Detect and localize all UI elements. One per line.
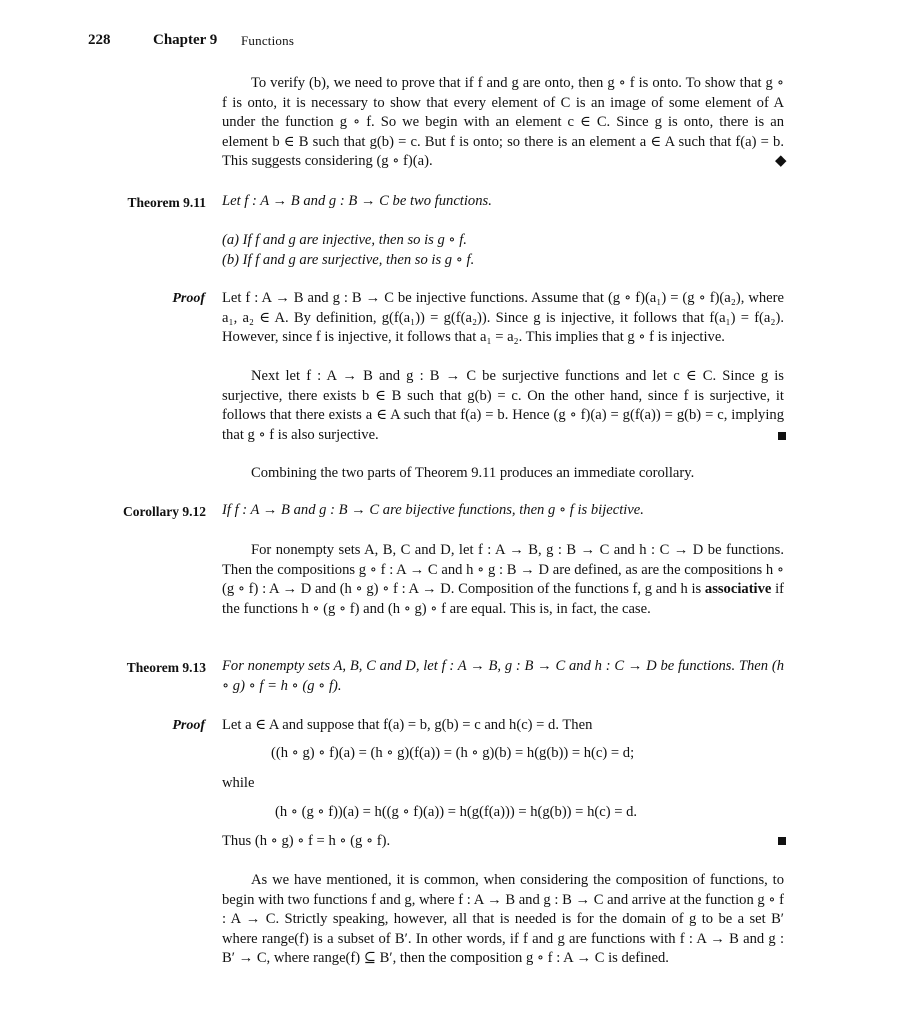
theorem-9-11-part-b: (b) If f and g are surjective, then so is g ∘ f. bbox=[222, 252, 475, 268]
associativity-paragraph bbox=[222, 541, 784, 619]
proof-1-label: Proof bbox=[172, 291, 205, 306]
theorem-9-13-statement: For nonempty sets A, B, C and D, let f : A → B, g : B → C and h : C → D be functions. Then (h ∘ g) ∘ f = h ∘ (g ∘ f). bbox=[222, 658, 784, 694]
associative-term: associative bbox=[704, 581, 772, 598]
qed-square-2 bbox=[778, 837, 786, 845]
theorem-9-13-label: Theorem 9.13 bbox=[126, 660, 206, 675]
intro-paragraph: To verify (b), we need to prove that if f and g are onto, then g ∘ f is onto. To show that g ∘ f is onto, it is necessary to show that every element of C is an image of some element of A under the function g ∘ f. So we begin with an element c ∈ C. Since g is onto, there is an element b ∈ B such that g(b) = c. But f is onto; so there is an element a ∈ A such that f(a) = b. This suggests considering (g ∘ f)(a). bbox=[222, 75, 784, 170]
chapter-title: Functions bbox=[241, 33, 295, 48]
qed-square-1 bbox=[778, 432, 786, 440]
equation-2: (h ∘ (g ∘ f))(a) = h((g ∘ f)(a)) = h(g(f(a))) = h(g(b)) = h(c) = d. bbox=[275, 804, 638, 820]
running-header bbox=[0, 31, 908, 51]
proof-2-conclusion: Thus (h ∘ g) ∘ f = h ∘ (g ∘ f). bbox=[222, 833, 391, 849]
proof-2-line-1: Let a ∈ A and suppose that f(a) = b, g(b) = c and h(c) = d. Then bbox=[222, 717, 593, 733]
theorem-9-11-part-a: (a) If f and g are injective, then so is g ∘ f. bbox=[222, 232, 467, 248]
page-number: 228 bbox=[88, 32, 111, 48]
proof-1-para-1: Let f : A → B and g : B → C be injective functions. Assume that (g ∘ f)(a₁) = (g ∘ f)(a₂), where a₁, a₂ ∈ A. By definition, g(f(a₁)) = g(f(a₂)). Since g is injective, it follows that f(a₁) = f(a₂). However, since f is injective, it follows that a₁ = a₂. This implies that g ∘ f is injective. bbox=[222, 290, 784, 346]
assoc-text-start: For nonempty sets A, B, C and D, let f : A → B, g : B → C and h : C → D be functions. Then the compositions g ∘ f : A → C and h ∘ g : B → D are defined, as are the compositions h ∘ (g ∘ f) : A → D and (h ∘ g) ∘ f : A → D. Composition of the functions f, g and h is bbox=[222, 542, 784, 598]
assoc-text-end: if the functions h ∘ (g ∘ f) and (h ∘ g) ∘ f are equal. This is, in fact, the case. bbox=[222, 581, 784, 617]
end-diamond: ◆ bbox=[775, 153, 787, 169]
theorem-9-11-statement: Let f : A → B and g : B → C be two functions. bbox=[222, 193, 492, 209]
proof-2-while: while bbox=[222, 775, 255, 791]
corollary-9-12-label: Corollary 9.12 bbox=[123, 504, 206, 519]
final-paragraph: As we have mentioned, it is common, when considering the composition of functions, to begin with two functions f and g, where f : A → B and g : B → C and arrive at the function g ∘ f : A → C. Strictly speaking, however, all that is needed is for the domain of g to be a set B′ where range(f) is a subset of B′. In other words, if f and g are functions with f : A → B and g : B′ → C, where range(f) ⊆ B′, then the composition g ∘ f : A → C is defined. bbox=[222, 872, 785, 967]
chapter-label: Chapter 9 bbox=[153, 32, 218, 48]
theorem-9-11-label: Theorem 9.11 bbox=[127, 195, 206, 210]
equation-1: ((h ∘ g) ∘ f)(a) = (h ∘ g)(f(a)) = (h ∘ g)(b) = h(g(b)) = h(c) = d; bbox=[271, 745, 635, 761]
proof-1-para-2: Next let f : A → B and g : B → C be surjective functions and let c ∈ C. Since g is surjective, there exists b ∈ B such that g(b) = c. On the other hand, since f is surjective, it follows that there exists a ∈ A such that f(a) = b. Hence (g ∘ f)(a) = g(f(a)) = g(b) = c, implying that g ∘ f is also surjective. bbox=[222, 368, 784, 443]
proof-2-label: Proof bbox=[172, 718, 205, 733]
combining-text: Combining the two parts of Theorem 9.11 produces an immediate corollary. bbox=[251, 465, 695, 481]
corollary-9-12-statement: If f : A → B and g : B → C are bijective functions, then g ∘ f is bijective. bbox=[222, 502, 644, 518]
